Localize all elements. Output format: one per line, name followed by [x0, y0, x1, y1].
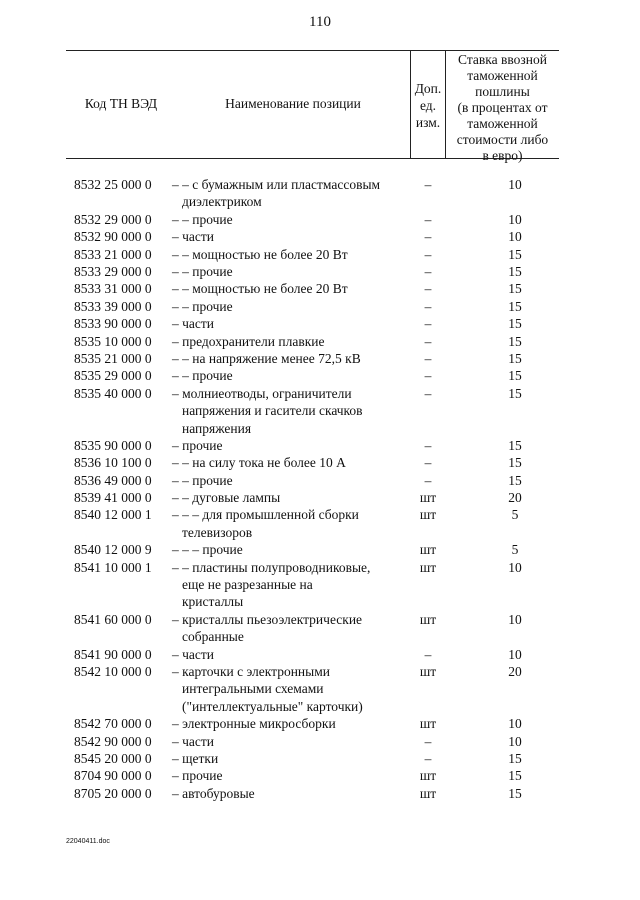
- table-row: [0, 750, 640, 767]
- row-name: [172, 663, 412, 715]
- row-code: 8532 29 000 0: [74, 211, 152, 227]
- row-name-line: телевизоров: [182, 524, 253, 540]
- row-rate: 15: [508, 472, 522, 488]
- header-rate-line: таможенной: [467, 68, 538, 83]
- row-code: 8540 12 000 9: [74, 542, 152, 558]
- table-row: [0, 211, 640, 228]
- table-row: [0, 298, 640, 315]
- row-name: [172, 298, 412, 315]
- header-unit-line: Доп.: [414, 81, 442, 96]
- row-unit: шт: [419, 664, 437, 680]
- table-row: [0, 559, 640, 611]
- row-name-line: – щетки: [172, 750, 219, 766]
- header-unit-line: изм.: [415, 115, 441, 130]
- row-unit: –: [424, 750, 432, 766]
- row-name-line: – – прочие: [172, 472, 233, 488]
- row-code: 8542 90 000 0: [74, 733, 152, 749]
- row-code: 8535 90 000 0: [74, 437, 152, 453]
- row-name: [172, 559, 412, 611]
- row-code: 8532 25 000 0: [74, 177, 152, 192]
- row-rate: 10: [508, 646, 522, 662]
- row-rate: 15: [508, 768, 522, 784]
- row-name-line: – – с бумажным или пластмассовым: [172, 177, 381, 192]
- table-row: [0, 489, 640, 506]
- row-name: [172, 454, 412, 471]
- row-unit: шт: [419, 542, 437, 558]
- row-name: [172, 385, 412, 437]
- row-code: 8704 90 000 0: [74, 768, 152, 784]
- row-unit: шт: [419, 611, 437, 627]
- row-unit: шт: [419, 559, 437, 575]
- header-rate-line: (в процентах от: [457, 100, 548, 115]
- table-row: [0, 350, 640, 367]
- row-name-line: – автобуровые: [172, 785, 255, 801]
- table-row: [0, 663, 640, 715]
- row-name: [172, 350, 412, 367]
- row-rate: 15: [508, 750, 522, 766]
- row-name-line: напряжения и гасители скачков: [182, 403, 363, 419]
- row-rate: 10: [508, 229, 522, 245]
- table-row: [0, 176, 640, 211]
- row-name-line: – – на силу тока не более 10 А: [172, 455, 346, 471]
- row-name-line: – – прочие: [172, 211, 233, 227]
- row-name-line: – – прочие: [172, 368, 233, 384]
- header-rate-line: таможенной: [467, 116, 538, 131]
- header-unit-line: ед.: [419, 98, 437, 113]
- row-code: 8536 10 100 0: [74, 455, 152, 471]
- row-name-line: напряжения: [182, 420, 252, 436]
- row-rate: 15: [508, 298, 522, 314]
- table-row: [0, 454, 640, 471]
- row-unit: –: [424, 385, 432, 401]
- row-rate: 10: [508, 211, 522, 227]
- row-name: [172, 472, 412, 489]
- row-name: [172, 750, 412, 767]
- row-code: 8533 21 000 0: [74, 246, 152, 262]
- table-row: [0, 315, 640, 332]
- row-name-line: – карточки с электронными: [172, 664, 330, 680]
- header-unit: [411, 80, 445, 131]
- table-row: [0, 767, 640, 784]
- row-name: [172, 280, 412, 297]
- row-name-line: интегральными схемами: [182, 681, 324, 697]
- row-name: [172, 246, 412, 263]
- row-name: [172, 506, 412, 541]
- row-unit: –: [424, 472, 432, 488]
- row-rate: 15: [508, 455, 522, 471]
- row-code: 8539 41 000 0: [74, 490, 152, 506]
- row-name-line: – – – прочие: [172, 542, 243, 558]
- table-row: [0, 367, 640, 384]
- row-name: [172, 437, 412, 454]
- row-rate: 15: [508, 333, 522, 349]
- row-name: [172, 489, 412, 506]
- row-name-line: ("интеллектуальные" карточки): [182, 698, 363, 714]
- row-name: [172, 715, 412, 732]
- row-rate: 5: [511, 542, 519, 558]
- row-name-line: – – – для промышленной сборки: [172, 507, 359, 523]
- row-code: 8540 12 000 1: [74, 507, 152, 523]
- row-code: 8535 29 000 0: [74, 368, 152, 384]
- row-name-line: – – мощностью не более 20 Вт: [172, 246, 348, 262]
- row-name: [172, 315, 412, 332]
- table-row: [0, 246, 640, 263]
- row-rate: 20: [508, 490, 522, 506]
- row-name-line: – части: [172, 229, 215, 245]
- row-name: [172, 733, 412, 750]
- row-rate: 20: [508, 664, 522, 680]
- row-name-line: – – мощностью не более 20 Вт: [172, 281, 348, 297]
- row-code: 8541 10 000 1: [74, 559, 152, 575]
- row-unit: –: [424, 316, 432, 332]
- row-code: 8533 29 000 0: [74, 263, 152, 279]
- row-name: [172, 176, 412, 211]
- row-rate: 15: [508, 246, 522, 262]
- row-name-line: – части: [172, 733, 215, 749]
- row-unit: –: [424, 333, 432, 349]
- row-code: 8541 90 000 0: [74, 646, 152, 662]
- header-rate-line: пошлины: [475, 84, 530, 99]
- row-unit: шт: [419, 490, 437, 506]
- row-unit: шт: [419, 768, 437, 784]
- table-row: [0, 611, 640, 646]
- row-name-line: – – прочие: [172, 298, 233, 314]
- row-name: [172, 367, 412, 384]
- row-unit: шт: [419, 716, 437, 732]
- row-unit: –: [424, 368, 432, 384]
- row-unit: –: [424, 263, 432, 279]
- table-row: [0, 506, 640, 541]
- row-unit: –: [424, 455, 432, 471]
- row-name: [172, 541, 412, 558]
- row-name-line: – части: [172, 646, 215, 662]
- header-rate-line: Ставка ввозной: [458, 52, 547, 67]
- row-name-line: – – прочие: [172, 263, 233, 279]
- row-rate: 15: [508, 350, 522, 366]
- row-rate: 15: [508, 316, 522, 332]
- row-unit: шт: [419, 507, 437, 523]
- row-rate: 5: [511, 507, 519, 523]
- table-row: [0, 472, 640, 489]
- table-row: [0, 263, 640, 280]
- row-unit: –: [424, 437, 432, 453]
- row-name-line: – – пластины полупроводниковые,: [172, 559, 371, 575]
- row-rate: 15: [508, 368, 522, 384]
- row-name-line: – прочие: [172, 768, 223, 784]
- table-row: [0, 437, 640, 454]
- row-name: [172, 767, 412, 784]
- row-rate: 15: [508, 263, 522, 279]
- header-rate-line: стоимости либо: [456, 132, 549, 147]
- row-rate: 10: [508, 733, 522, 749]
- row-unit: –: [424, 733, 432, 749]
- row-unit: шт: [419, 785, 437, 801]
- row-name-line: собранные: [182, 629, 244, 645]
- header-code: Код ТН ВЭД: [84, 96, 158, 111]
- row-name-line: – кристаллы пьезоэлектрические: [172, 611, 363, 627]
- row-unit: –: [424, 646, 432, 662]
- row-code: 8535 21 000 0: [74, 350, 152, 366]
- row-rate: 15: [508, 437, 522, 453]
- row-code: 8542 10 000 0: [74, 664, 152, 680]
- header-rate-line: в евро): [482, 148, 523, 163]
- table-row: [0, 715, 640, 732]
- page-number: 110: [309, 14, 331, 30]
- row-code: 8542 70 000 0: [74, 716, 152, 732]
- row-unit: –: [424, 211, 432, 227]
- row-unit: –: [424, 281, 432, 297]
- row-unit: –: [424, 350, 432, 366]
- row-unit: –: [424, 177, 432, 192]
- row-unit: –: [424, 298, 432, 314]
- row-name-line: – части: [172, 316, 215, 332]
- row-name-line: еще не разрезанные на: [182, 577, 313, 593]
- row-rate: 10: [508, 559, 522, 575]
- row-name: [172, 646, 412, 663]
- row-name: [172, 211, 412, 228]
- row-code: 8533 39 000 0: [74, 298, 152, 314]
- table-row: [0, 333, 640, 350]
- row-code: 8545 20 000 0: [74, 750, 152, 766]
- row-name-line: – молниеотводы, ограничители: [172, 385, 352, 401]
- row-rate: 15: [508, 785, 522, 801]
- row-rate: 10: [508, 716, 522, 732]
- row-name-line: – – на напряжение менее 72,5 кВ: [172, 350, 361, 366]
- row-name: [172, 228, 412, 245]
- row-name-line: – предохранители плавкие: [172, 333, 325, 349]
- row-code: 8705 20 000 0: [74, 785, 152, 801]
- row-rate: 10: [508, 177, 522, 192]
- row-rate: 10: [508, 611, 522, 627]
- row-unit: –: [424, 229, 432, 245]
- row-code: 8536 49 000 0: [74, 472, 152, 488]
- row-name: [172, 263, 412, 280]
- row-code: 8535 40 000 0: [74, 385, 152, 401]
- header-rate: [446, 52, 559, 164]
- table-row: [0, 646, 640, 663]
- row-name: [172, 785, 412, 802]
- table-row: [0, 228, 640, 245]
- row-name: [172, 611, 412, 646]
- row-code: 8533 90 000 0: [74, 316, 152, 332]
- file-name-footer: 22040411.doc: [66, 838, 110, 845]
- row-unit: –: [424, 246, 432, 262]
- row-code: 8541 60 000 0: [74, 611, 152, 627]
- row-name: [172, 333, 412, 350]
- table-top-rule: [66, 50, 559, 51]
- row-name-line: кристаллы: [182, 594, 244, 610]
- row-rate: 15: [508, 385, 522, 401]
- table-row: [0, 385, 640, 437]
- row-rate: 15: [508, 281, 522, 297]
- row-name-line: – прочие: [172, 437, 223, 453]
- table-row: [0, 541, 640, 558]
- row-name-line: – – дуговые лампы: [172, 490, 281, 506]
- table-row: [0, 280, 640, 297]
- row-code: 8535 10 000 0: [74, 333, 152, 349]
- row-name-line: диэлектриком: [182, 194, 262, 210]
- row-name-line: – электронные микросборки: [172, 716, 336, 732]
- tariff-table-body: [0, 176, 640, 802]
- header-name: Наименование позиции: [225, 96, 361, 111]
- table-row: [0, 733, 640, 750]
- table-row: [0, 785, 640, 802]
- row-code: 8532 90 000 0: [74, 229, 152, 245]
- row-code: 8533 31 000 0: [74, 281, 152, 297]
